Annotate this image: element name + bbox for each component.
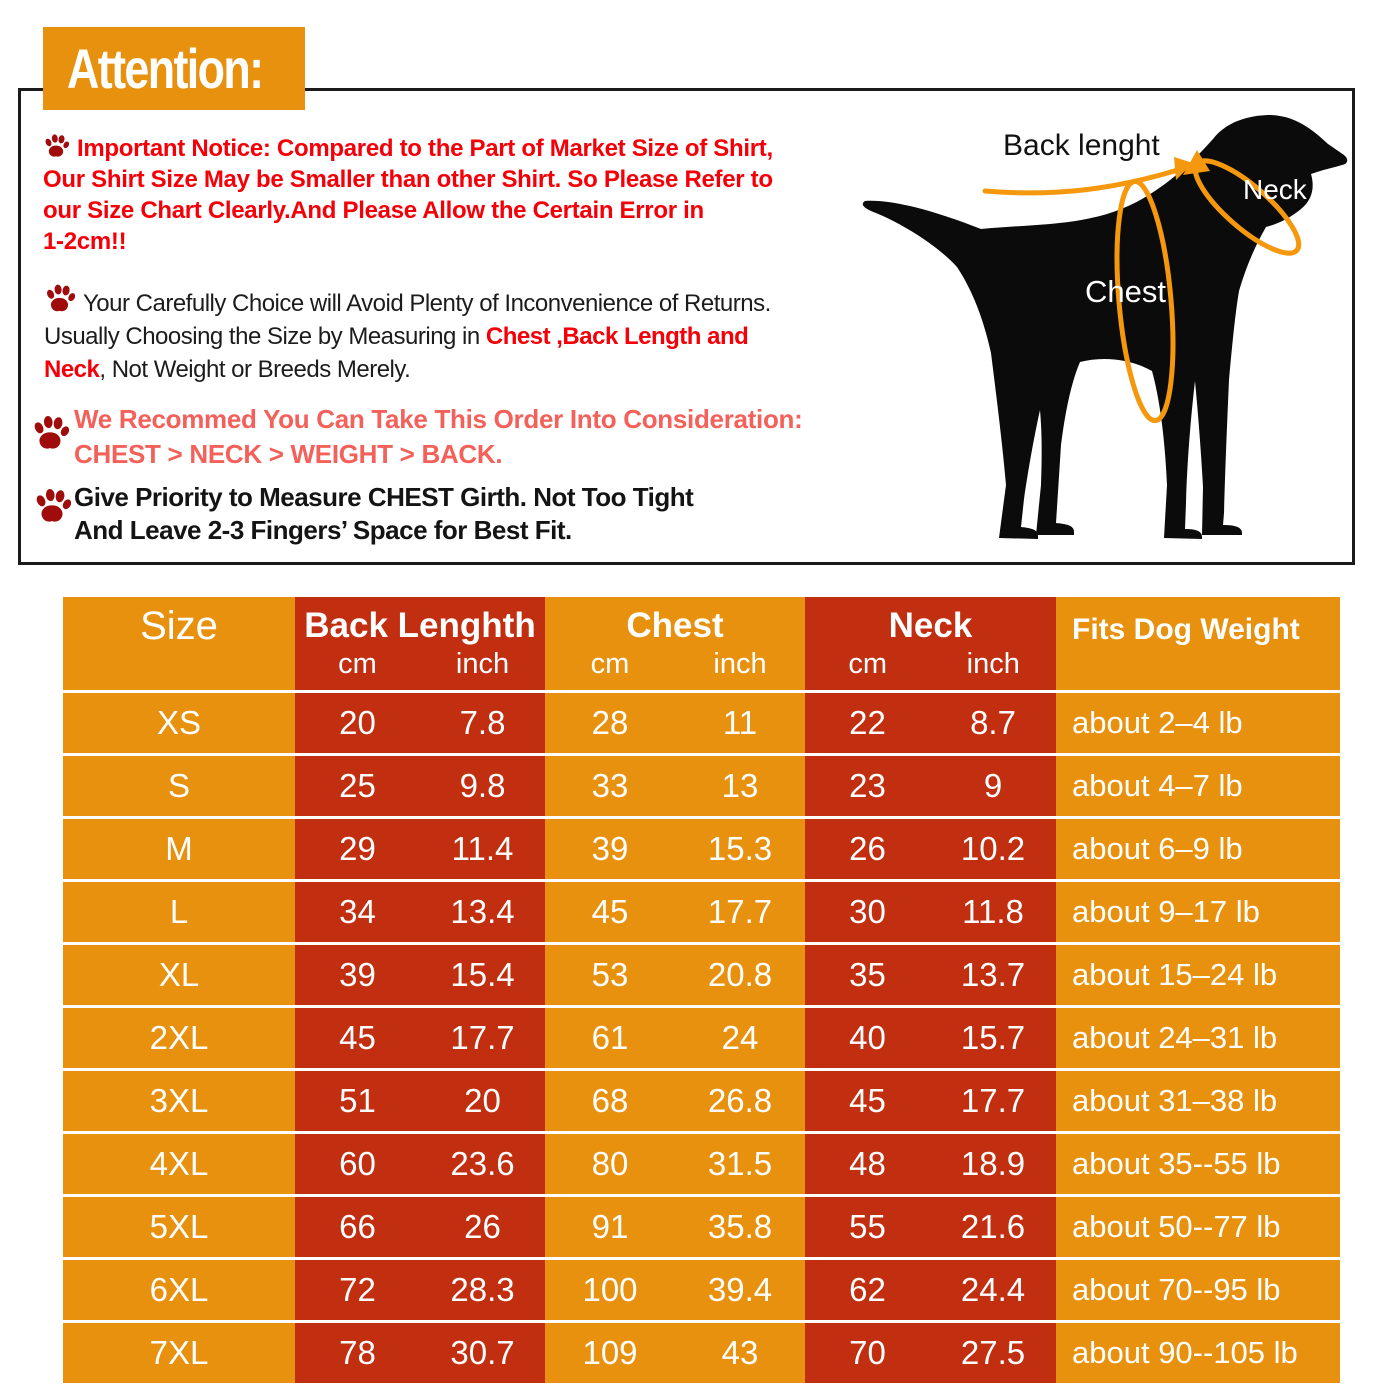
neck-cm-cell: 35 — [805, 945, 930, 1005]
notice-text-segment: Give Priority to Measure CHEST Girth. Not Too Tight — [74, 482, 694, 512]
neck-cm-cell: 26 — [805, 819, 930, 879]
notice-text-segment: CHEST > NECK > WEIGHT > BACK. — [74, 439, 503, 469]
neck-inch-cell: 9 — [930, 756, 1056, 816]
neck-inch-cell: 24.4 — [930, 1260, 1056, 1320]
notice-text-segment: 1-2cm!! — [43, 228, 127, 255]
weight-cell: about 6–9 lb — [1056, 819, 1340, 879]
size-cell: 4XL — [63, 1134, 295, 1194]
neck-inch-cell: 13.7 — [930, 945, 1056, 1005]
paw-icon — [33, 487, 71, 525]
back-inch-cell: 26 — [420, 1197, 545, 1257]
back-cm-cell: 39 — [295, 945, 420, 1005]
back-cm-cell: 66 — [295, 1197, 420, 1257]
neck-inch-cell: 10.2 — [930, 819, 1056, 879]
size-cell: S — [63, 756, 295, 816]
back-inch-cell: 13.4 — [420, 882, 545, 942]
chest-inch-cell: 24 — [675, 1008, 805, 1068]
chest-cm-cell: 109 — [545, 1323, 675, 1383]
back-cm-cell: 29 — [295, 819, 420, 879]
weight-cell: about 9–17 lb — [1056, 882, 1340, 942]
notice-text-segment: Neck — [44, 356, 100, 383]
neck-inch-cell: 15.7 — [930, 1008, 1056, 1068]
notice-important — [43, 133, 773, 257]
chest-inch-cell: 11 — [675, 693, 805, 753]
header-weight — [1056, 597, 1340, 690]
header-neck-label: Neck — [888, 606, 973, 645]
chest-inch-cell: 31.5 — [675, 1134, 805, 1194]
attention-title: Attention: — [67, 37, 263, 100]
chest-cm-cell: 91 — [545, 1197, 675, 1257]
chest-cm-cell: 45 — [545, 882, 675, 942]
notice-text-segment: , Not Weight or Breeds Merely. — [99, 356, 411, 383]
chest-cm-cell: 53 — [545, 945, 675, 1005]
weight-cell: about 50--77 lb — [1056, 1197, 1340, 1257]
header-back-length — [295, 597, 545, 690]
header-size — [63, 597, 295, 690]
neck-inch-cell: 11.8 — [930, 882, 1056, 942]
chest-cm-cell: 28 — [545, 693, 675, 753]
size-cell: L — [63, 882, 295, 942]
neck-cm-cell: 48 — [805, 1134, 930, 1194]
unit-cm-label: cm — [338, 648, 377, 680]
back-cm-cell: 51 — [295, 1071, 420, 1131]
chest-label: Chest — [1085, 274, 1166, 309]
back-length-label: Back lenght — [1003, 129, 1160, 162]
table-row — [63, 1194, 1340, 1257]
table-row — [63, 1068, 1340, 1131]
size-cell: XL — [63, 945, 295, 1005]
back-inch-cell: 17.7 — [420, 1008, 545, 1068]
table-row — [63, 753, 1340, 816]
chest-cm-cell: 80 — [545, 1134, 675, 1194]
table-row — [63, 816, 1340, 879]
back-inch-cell: 30.7 — [420, 1323, 545, 1383]
back-inch-cell: 11.4 — [420, 819, 545, 879]
size-cell: XS — [63, 693, 295, 753]
neck-inch-cell: 8.7 — [930, 693, 1056, 753]
unit-cm-label: cm — [590, 648, 630, 680]
header-neck — [805, 597, 1056, 690]
weight-cell: about 31–38 lb — [1056, 1071, 1340, 1131]
header-size-label: Size — [140, 604, 218, 648]
table-row — [63, 1257, 1340, 1320]
chest-inch-cell: 43 — [675, 1323, 805, 1383]
weight-cell: about 4–7 lb — [1056, 756, 1340, 816]
paw-icon — [44, 283, 75, 314]
unit-inch-label: inch — [455, 648, 510, 680]
neck-inch-cell: 17.7 — [930, 1071, 1056, 1131]
header-weight-label: Fits Dog Weight — [1072, 613, 1300, 646]
table-row — [63, 942, 1340, 1005]
weight-cell: about 70--95 lb — [1056, 1260, 1340, 1320]
unit-cm-label: cm — [848, 648, 888, 680]
notice-text-segment: Important Notice: Compared to the Part of Market Size of Shirt, — [77, 135, 773, 162]
size-cell: M — [63, 819, 295, 879]
table-row — [63, 879, 1340, 942]
neck-inch-cell: 27.5 — [930, 1323, 1056, 1383]
unit-inch-label: inch — [713, 648, 767, 680]
notice-text-segment: Usually Choosing the Size by Measuring in — [44, 323, 486, 350]
notice-text-segment: We Recommed You Can Take This Order Into Consideration: — [74, 404, 803, 434]
size-cell: 3XL — [63, 1071, 295, 1131]
chest-cm-cell: 100 — [545, 1260, 675, 1320]
chest-inch-cell: 13 — [675, 756, 805, 816]
table-header — [63, 597, 1340, 690]
chest-cm-cell: 39 — [545, 819, 675, 879]
weight-cell: about 24–31 lb — [1056, 1008, 1340, 1068]
table-row — [63, 1320, 1340, 1383]
notice-chest-priority — [74, 481, 693, 547]
paw-icon — [31, 414, 69, 452]
neck-cm-cell: 55 — [805, 1197, 930, 1257]
size-chart-table — [63, 597, 1340, 1383]
back-cm-cell: 78 — [295, 1323, 420, 1383]
chest-cm-cell: 68 — [545, 1071, 675, 1131]
back-inch-cell: 15.4 — [420, 945, 545, 1005]
neck-cm-cell: 62 — [805, 1260, 930, 1320]
table-row — [63, 1005, 1340, 1068]
back-cm-cell: 72 — [295, 1260, 420, 1320]
unit-inch-label: inch — [966, 648, 1020, 680]
notice-text-segment: Your Carefully Choice will Avoid Plenty of Inconvenience of Returns. — [83, 290, 771, 317]
chest-inch-cell: 20.8 — [675, 945, 805, 1005]
weight-cell: about 35--55 lb — [1056, 1134, 1340, 1194]
neck-label: Neck — [1243, 174, 1307, 205]
neck-cm-cell: 70 — [805, 1323, 930, 1383]
chest-inch-cell: 15.3 — [675, 819, 805, 879]
neck-cm-cell: 30 — [805, 882, 930, 942]
neck-inch-cell: 18.9 — [930, 1134, 1056, 1194]
neck-cm-cell: 22 — [805, 693, 930, 753]
back-cm-cell: 25 — [295, 756, 420, 816]
back-cm-cell: 60 — [295, 1134, 420, 1194]
notice-recommend-order — [74, 402, 802, 472]
neck-cm-cell: 45 — [805, 1071, 930, 1131]
chest-inch-cell: 26.8 — [675, 1071, 805, 1131]
chest-cm-cell: 33 — [545, 756, 675, 816]
neck-cm-cell: 23 — [805, 756, 930, 816]
notice-careful-choice — [44, 283, 771, 386]
size-cell: 5XL — [63, 1197, 295, 1257]
neck-cm-cell: 40 — [805, 1008, 930, 1068]
weight-cell: about 15–24 lb — [1056, 945, 1340, 1005]
notice-text-segment: our Size Chart Clearly.And Please Allow the Certain Error in — [43, 197, 704, 224]
neck-inch-cell: 21.6 — [930, 1197, 1056, 1257]
attention-banner — [43, 27, 305, 110]
header-chest-label: Chest — [626, 606, 724, 645]
back-inch-cell: 9.8 — [420, 756, 545, 816]
back-inch-cell: 7.8 — [420, 693, 545, 753]
back-inch-cell: 28.3 — [420, 1260, 545, 1320]
paw-icon — [43, 133, 69, 159]
weight-cell: about 90--105 lb — [1056, 1323, 1340, 1383]
notice-text-segment: Our Shirt Size May be Smaller than other Shirt. So Please Refer to — [43, 166, 773, 193]
size-cell: 2XL — [63, 1008, 295, 1068]
size-cell: 6XL — [63, 1260, 295, 1320]
back-inch-cell: 20 — [420, 1071, 545, 1131]
notice-text-segment: And Leave 2-3 Fingers’ Space for Best Fit. — [74, 515, 572, 545]
chest-inch-cell: 39.4 — [675, 1260, 805, 1320]
weight-cell: about 2–4 lb — [1056, 693, 1340, 753]
size-chart-rows — [63, 690, 1340, 1383]
notice-text-segment: Chest ,Back Length and — [485, 323, 749, 350]
chest-cm-cell: 61 — [545, 1008, 675, 1068]
back-cm-cell: 20 — [295, 693, 420, 753]
back-cm-cell: 45 — [295, 1008, 420, 1068]
header-back-label: Back Lenghth — [304, 606, 536, 645]
back-length-line — [985, 169, 1181, 193]
back-inch-cell: 23.6 — [420, 1134, 545, 1194]
header-chest — [545, 597, 805, 690]
back-cm-cell: 34 — [295, 882, 420, 942]
table-row — [63, 1131, 1340, 1194]
chest-inch-cell: 17.7 — [675, 882, 805, 942]
size-cell: 7XL — [63, 1323, 295, 1383]
chest-inch-cell: 35.8 — [675, 1197, 805, 1257]
dog-measurement-diagram — [845, 95, 1365, 565]
table-row — [63, 690, 1340, 753]
